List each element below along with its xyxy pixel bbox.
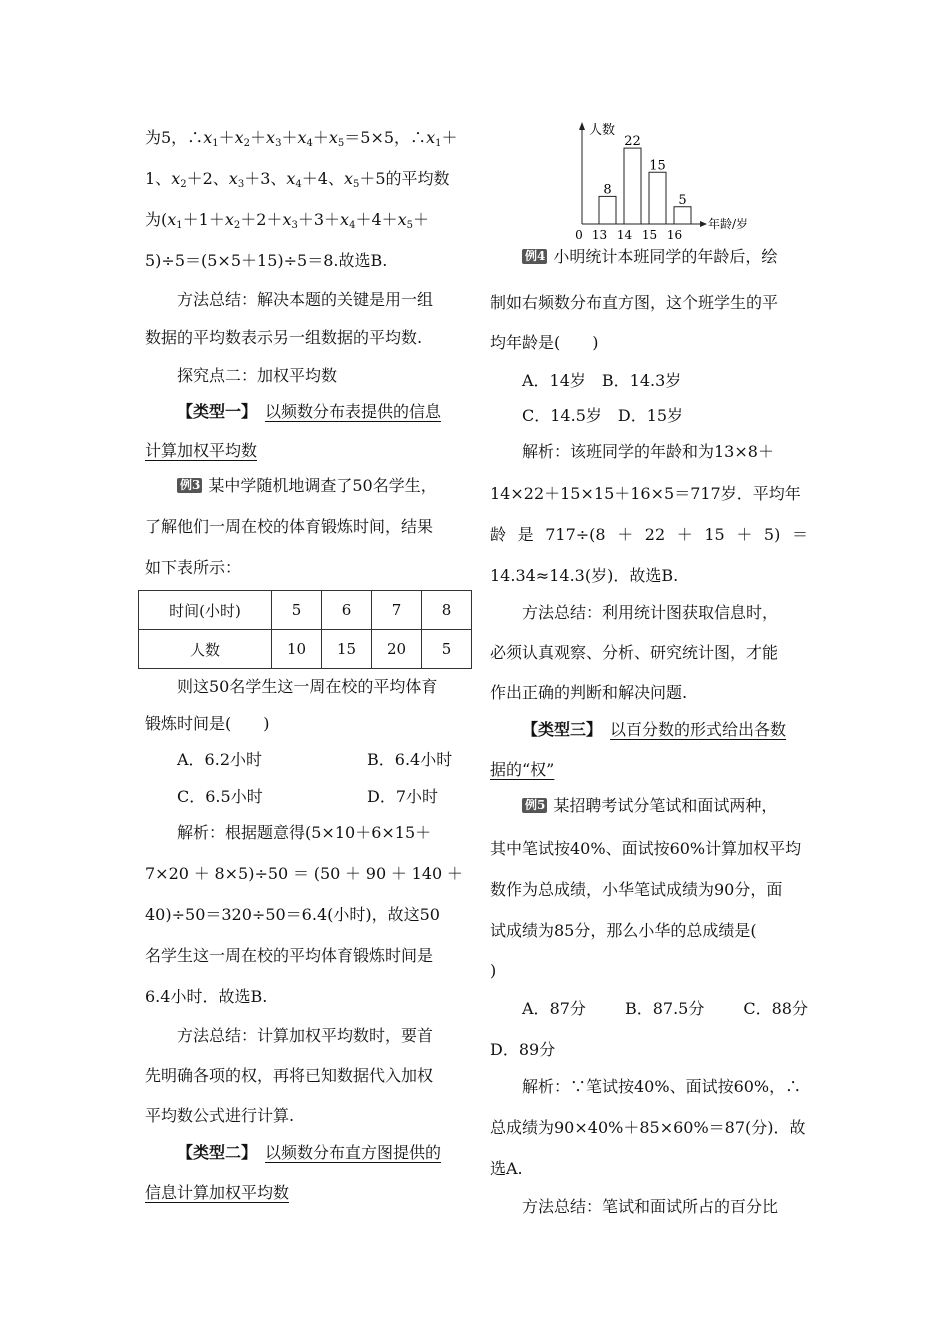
text-line: 如下表所示： xyxy=(145,558,242,577)
age-histogram xyxy=(560,118,760,243)
text-line: 平均数公式进行计算. xyxy=(145,1106,295,1125)
x-tick-label: 16 xyxy=(666,228,683,242)
table-cell: 5 xyxy=(422,630,472,669)
method-summary: 方法总结：利用统计图获取信息时， xyxy=(522,603,779,622)
type-tag: 【类型二】 xyxy=(177,1143,250,1162)
histogram-bar xyxy=(649,172,666,224)
text-line: 均年龄是( ) xyxy=(490,333,599,352)
table-cell: 人数 xyxy=(139,630,272,669)
type-title: 以频数分布直方图提供的 xyxy=(265,1143,442,1162)
method-summary: 方法总结：笔试和面试所占的百分比 xyxy=(522,1197,779,1216)
example-4-intro: 例4 小明统计本班同学的年龄后，绘 xyxy=(522,247,777,267)
text-line: 数作为总成绩，小华笔试成绩为90分，面 xyxy=(490,880,783,899)
histogram-bar xyxy=(624,148,641,224)
table-cell: 6 xyxy=(322,591,372,630)
solution-text: 40)÷50＝320÷50＝6.4(小时)，故这50 xyxy=(145,905,440,924)
text-line: 必须认真观察、分析、研究统计图，才能 xyxy=(490,643,779,662)
origin-label: 0 xyxy=(575,228,583,242)
type1-heading-cont: 计算加权平均数 xyxy=(145,441,258,460)
bar-value-label: 8 xyxy=(603,182,612,198)
text-line: 1、$x_2+2$、$x_3+3$、$x_4+4$、$x_5+5$的平均数 xyxy=(145,169,450,190)
type-title: 以百分数的形式给出各数 xyxy=(610,720,787,739)
solution-text: 总成绩为90×40%＋85×60%＝87(分)．故 xyxy=(490,1118,806,1137)
y-axis-arrow xyxy=(579,122,585,130)
text-line: 先明确各项的权，再将已知数据代入加权 xyxy=(145,1066,434,1085)
text-line: 了解他们一周在校的体育锻炼时间，结果 xyxy=(145,517,434,536)
type2-heading-cont: 信息计算加权平均数 xyxy=(145,1183,290,1202)
type-tag: 【类型一】 xyxy=(177,402,250,421)
text-line: 试成绩为85分，那么小华的总成绩是( xyxy=(490,921,757,940)
solution-text: 解析：∵笔试按40%、面试按60%，∴ xyxy=(522,1077,802,1096)
solution-text: 6.4小时．故选B. xyxy=(145,987,268,1006)
solution-text: 名学生这一周在校的平均体育锻炼时间是 xyxy=(145,946,434,965)
text-line: ) xyxy=(490,961,497,980)
solution-text: 选A. xyxy=(490,1159,523,1178)
option-a: A．6.2小时 xyxy=(177,750,263,769)
example-5-intro: 例5 某招聘考试分笔试和面试两种， xyxy=(522,796,777,816)
question-text: 则这50名学生这一周在校的平均体育 xyxy=(177,677,438,696)
text-line: 5)÷5＝(5×5＋15)÷5＝8.故选B. xyxy=(145,251,388,270)
options-ab: A．14岁 B．14.3岁 xyxy=(522,371,682,390)
table-cell: 7 xyxy=(372,591,422,630)
text-line: 为5，$\therefore x_1+x_2+x_3+x_4+x_5=5\times 5$，$\therefore x_1+$ xyxy=(145,128,458,149)
type1-heading xyxy=(177,402,441,422)
x-tick-label: 15 xyxy=(641,228,658,242)
example-badge: 例4 xyxy=(522,249,547,264)
bar-value-label: 22 xyxy=(624,134,641,150)
solution-text: 14.34≈14.3(岁)．故选B. xyxy=(490,566,679,585)
frequency-table xyxy=(138,590,472,669)
options-abc: A．87分 B．87.5分 C．88分 xyxy=(522,999,808,1018)
histogram-bar xyxy=(674,207,691,224)
y-axis-label: 人数 xyxy=(589,123,616,138)
table-cell: 时间(小时) xyxy=(139,591,272,630)
method-summary: 方法总结：计算加权平均数时，要首 xyxy=(177,1026,434,1045)
table-cell: 15 xyxy=(322,630,372,669)
method-summary: 方法总结：解决本题的关键是用一组 xyxy=(177,290,434,309)
example-badge: 例5 xyxy=(522,798,547,813)
solution-text: 龄 是 717÷(8 ＋ 22 ＋ 15 ＋ 5) ＝ xyxy=(490,525,808,544)
options-cd: C．14.5岁 D．15岁 xyxy=(522,406,684,425)
type-title: 以频数分布表提供的信息 xyxy=(265,402,442,421)
x-axis-arrow xyxy=(700,221,707,227)
x-tick-label: 13 xyxy=(591,228,608,242)
example-3-intro: 例3 某中学随机地调查了50名学生， xyxy=(177,476,437,496)
bar-value-label: 15 xyxy=(649,158,666,174)
type3-heading-cont: 据的“权” xyxy=(490,760,555,779)
example-badge: 例3 xyxy=(177,478,202,493)
solution-text: 解析：根据题意得(5×10＋6×15＋ xyxy=(177,823,432,842)
table-row xyxy=(139,591,472,630)
text-line: 为($x_1+1+x_2+2+x_3+3+x_4+4+x_5+$ xyxy=(145,210,430,231)
section-heading: 探究点二：加权平均数 xyxy=(177,366,338,385)
table-cell: 8 xyxy=(422,591,472,630)
table-cell: 5 xyxy=(272,591,322,630)
type2-heading xyxy=(177,1143,441,1163)
type-tag: 【类型三】 xyxy=(522,720,595,739)
option-d: D．7小时 xyxy=(367,787,439,806)
option-c: C．6.5小时 xyxy=(177,787,263,806)
text-line: 其中笔试按40%、面试按60%计算加权平均 xyxy=(490,839,802,858)
table-row xyxy=(139,630,472,669)
text-line: 数据的平均数表示另一组数据的平均数. xyxy=(145,328,423,347)
type3-heading xyxy=(522,720,786,740)
x-tick-label: 14 xyxy=(616,228,633,242)
text-line: 制如右频数分布直方图，这个班学生的平 xyxy=(490,293,779,312)
option-d: D．89分 xyxy=(490,1040,556,1059)
table-cell: 10 xyxy=(272,630,322,669)
question-text: 锻炼时间是( ) xyxy=(145,714,270,733)
bar-value-label: 5 xyxy=(678,192,687,208)
solution-text: 14×22＋15×15＋16×5＝717岁．平均年 xyxy=(490,484,801,503)
option-b: B．6.4小时 xyxy=(367,750,453,769)
text-line: 作出正确的判断和解决问题. xyxy=(490,683,688,702)
table-cell: 20 xyxy=(372,630,422,669)
x-axis-label: 年龄/岁 xyxy=(708,217,749,231)
histogram-bar xyxy=(599,196,616,224)
solution-text: 7×20 ＋ 8×5)÷50 ＝ (50 ＋ 90 ＋ 140 ＋ xyxy=(145,864,463,883)
solution-text: 解析：该班同学的年龄和为13×8＋ xyxy=(522,442,774,461)
